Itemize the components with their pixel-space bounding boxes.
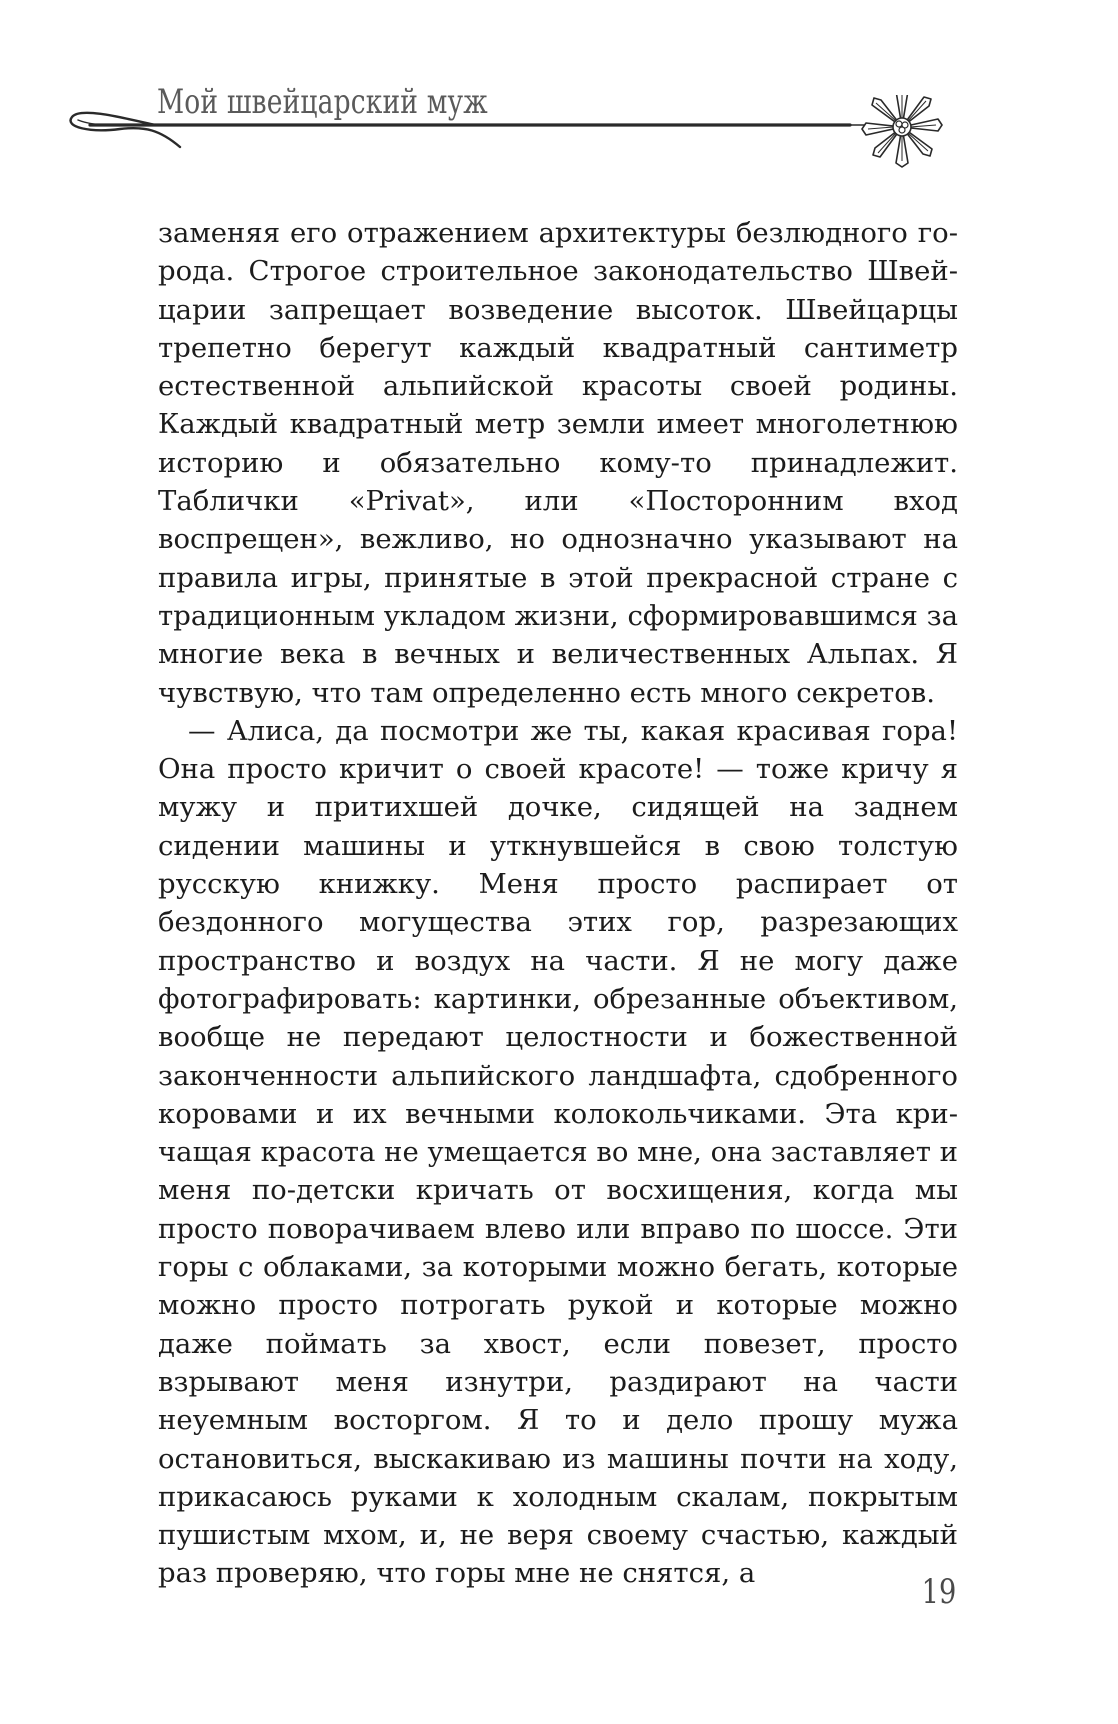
page-number: 19 [921,1572,956,1612]
body-text [158,214,958,1593]
paragraph-continuation: заменяя его отражением архитектуры безлюдного города. Строгое строительное законодательство Швейцарии запрещает возведение высоток. Швейцарцы трепетно берегут каждый квадратный сантиметр естественной альпийской красоты своей родины. Каждый квадратный метр земли имеет многолетнюю историю и обязательно кому-то принадлежит. Таблички «Privat», или «Посторонним вход воспрещен», вежливо, но однозначно указывают на правила игры, принятые в этой прекрасной стране с традиционным укладом жизни, сформировавшимся за многие века в вечных и величественных Альпах. Я чувствую, что там определенно есть много секретов. [158,217,958,709]
swash-rule-icon [71,113,868,147]
edelweiss-icon [862,95,942,167]
header-ornament [60,95,1070,185]
running-title: Мой швейцарский муж [157,82,488,122]
paragraph-dialogue: — Алиса, да посмотри же ты, какая красивая гора! Она просто кричит о своей красоте! — тоже кричу я мужу и притихшей дочке, сидящей на заднем сидении машины и уткнувшейся в свою толстую русскую книжку. Меня просто распирает от бездонного могущества этих гор, разрезающих пространство и воздух на части. Я не могу даже фотографировать: картинки, обрезанные объективом, вообще не передают целостности и божественной законченности альпийского ландшафта, сдобренного коровами и их вечными колокольчиками. Эта кричащая красота не умещается во мне, она заставляет и меня по-детски кричать от восхищения, когда мы просто поворачиваем влево или вправо по шоссе. Эти горы с облаками, за которыми можно бегать, которые можно просто потрогать рукой и которые можно даже поймать за хвост, если повезет, просто взрывают меня изнутри, раздирают на части неуемным восторгом. Я то и дело прошу мужа остановиться, выскакиваю из машины почти на ходу, прикасаюсь руками к холодным скалам, покрытым пушистым мхом, и, не веря своему счастью, каждый раз проверяю, что горы мне не снятся, а [158,714,958,1590]
